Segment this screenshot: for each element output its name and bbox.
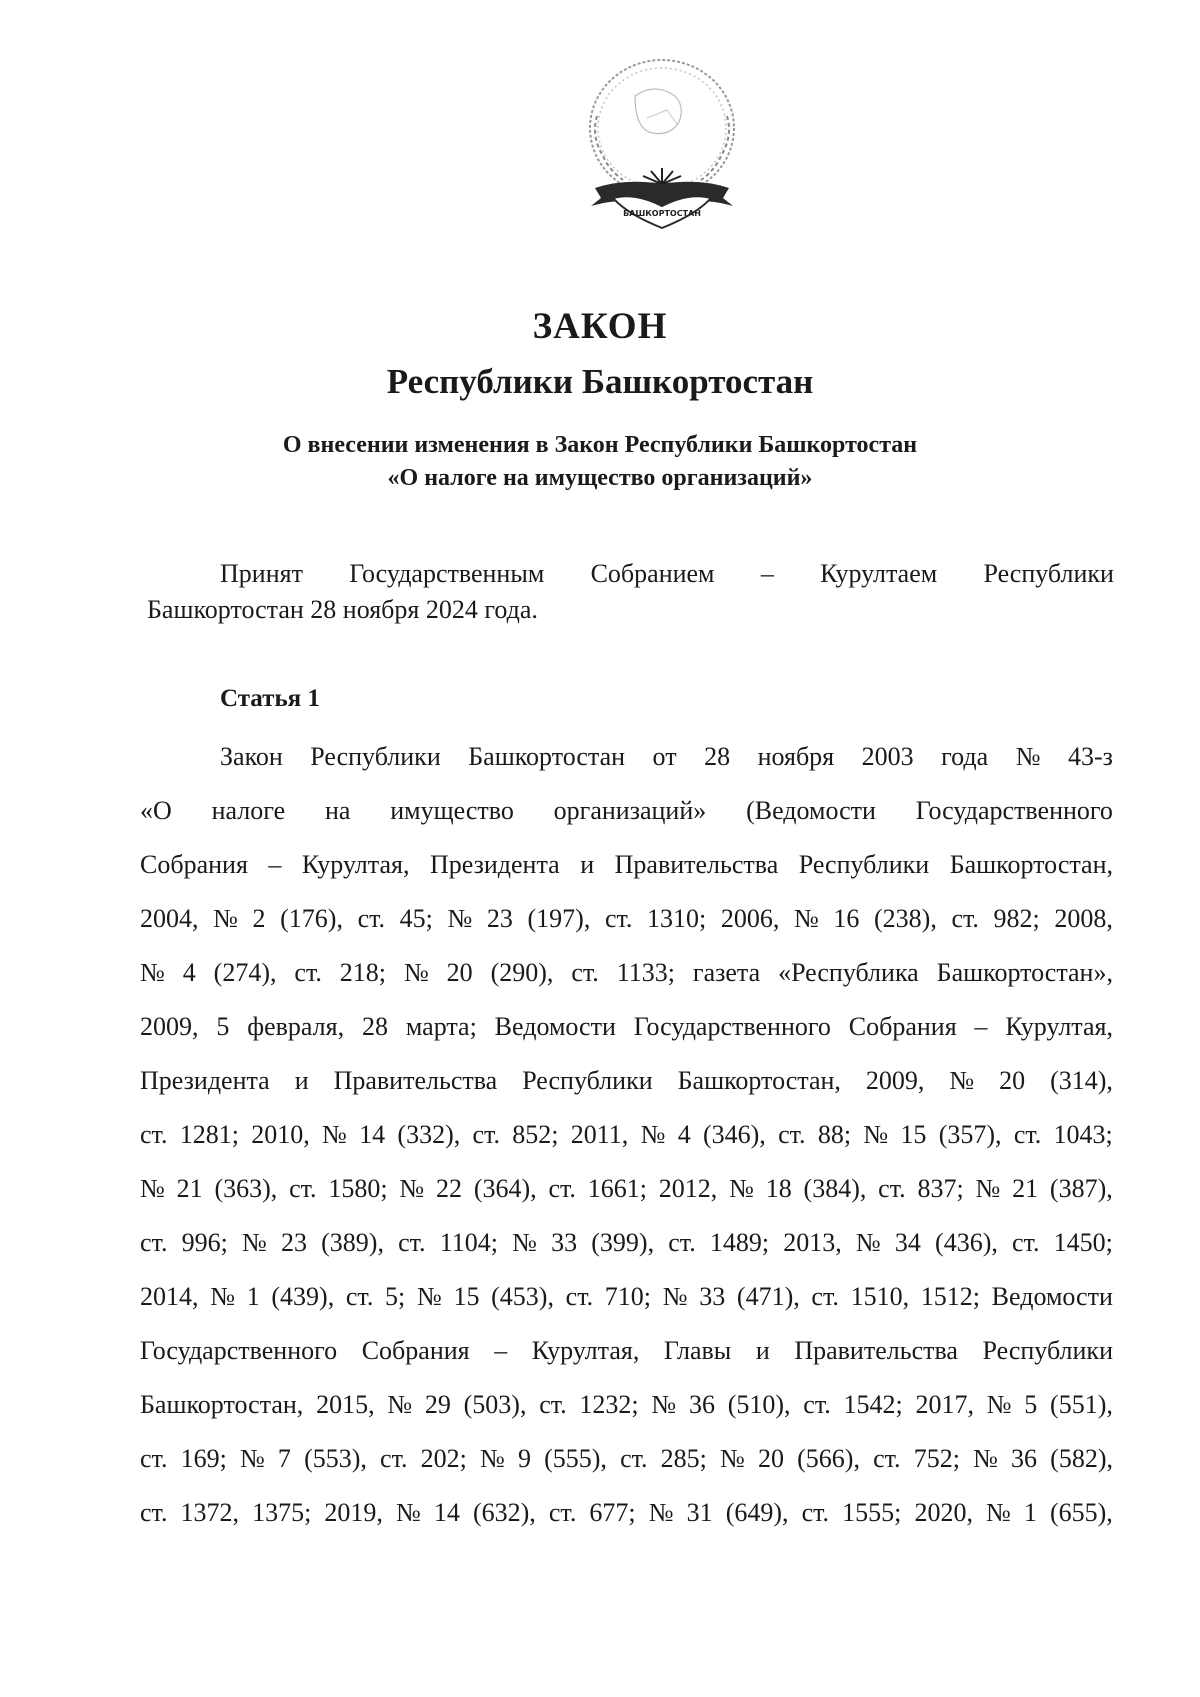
article-word: 28 xyxy=(362,1012,388,1041)
article-word: 36 xyxy=(688,1390,715,1419)
article-word: 1281; xyxy=(179,1120,239,1149)
article-word: 1489; xyxy=(709,1228,770,1257)
article-word: 36 xyxy=(1011,1444,1038,1473)
article-word: № xyxy=(403,958,429,987)
article-word: (510), xyxy=(727,1390,791,1419)
article-word: ст. xyxy=(398,1228,426,1257)
article-text-line xyxy=(140,784,1113,838)
article-word: налоге xyxy=(211,796,286,825)
article-word: 88; xyxy=(817,1120,852,1149)
article-word: ст. xyxy=(620,1444,648,1473)
article-word: Республики xyxy=(798,850,930,879)
article-word: 2010, xyxy=(251,1120,310,1149)
adoption-word: Курултаем xyxy=(820,559,938,588)
article-word: Собрания xyxy=(848,1012,957,1041)
article-word: (566), xyxy=(797,1444,860,1473)
article-word: № xyxy=(855,1228,881,1257)
adoption-word: Государственным xyxy=(349,559,545,588)
article-word: и xyxy=(580,850,595,879)
article-word: (384), xyxy=(803,1174,867,1203)
article-word: 43-з xyxy=(1068,742,1113,771)
article-word: Республики xyxy=(522,1066,653,1095)
article-word: 752; xyxy=(913,1444,960,1473)
article-word: февраля, xyxy=(247,1012,345,1041)
article-word: – xyxy=(268,850,282,879)
article-word: (655), xyxy=(1049,1498,1113,1527)
article-word: (649), xyxy=(725,1498,789,1527)
article-word: ст. xyxy=(1012,1228,1040,1257)
article-word: (389), xyxy=(321,1228,384,1257)
article-word: № xyxy=(242,1228,267,1257)
article-word: № xyxy=(648,1498,674,1527)
adoption-statement-line-1 xyxy=(147,556,1114,592)
article-word: 2006, xyxy=(720,904,780,933)
article-word: Собрания xyxy=(140,850,248,879)
article-word: 1232; xyxy=(579,1390,639,1419)
adoption-statement xyxy=(147,556,1114,628)
article-word: (274), xyxy=(213,958,277,987)
article-word: № xyxy=(416,1282,442,1311)
article-word: 2003 xyxy=(861,742,914,771)
article-word: № xyxy=(396,1498,421,1527)
article-word: № xyxy=(399,1174,425,1203)
article-word: ст. xyxy=(778,1120,806,1149)
article-word: (238), xyxy=(874,904,937,933)
article-word: (290), xyxy=(490,958,554,987)
article-word: и xyxy=(755,1336,770,1365)
article-word: 1133; xyxy=(616,958,675,987)
article-word: 837; xyxy=(917,1174,964,1203)
article-heading: Статья 1 xyxy=(220,685,320,712)
article-word: 1542; xyxy=(843,1390,903,1419)
article-word: 5 xyxy=(216,1012,230,1041)
article-word: 2012, xyxy=(658,1174,718,1203)
article-word: (555), xyxy=(544,1444,607,1473)
article-word: 852; xyxy=(512,1120,559,1149)
article-word: 1 xyxy=(246,1282,260,1311)
article-word: 2017, xyxy=(915,1390,974,1419)
adoption-word: Республики xyxy=(983,559,1114,588)
article-word: организаций» xyxy=(553,796,707,825)
article-word: 2013, xyxy=(783,1228,842,1257)
article-word: № xyxy=(975,1174,1001,1203)
article-word: (314), xyxy=(1050,1066,1113,1095)
article-word: (436), xyxy=(935,1228,998,1257)
article-word: 16 xyxy=(833,904,860,933)
article-word: ст. xyxy=(1013,1120,1042,1149)
article-word: (332), xyxy=(397,1120,461,1149)
article-word: Курултая, xyxy=(301,850,410,879)
article-word: 22 xyxy=(436,1174,463,1203)
article-word: № xyxy=(651,1390,677,1419)
article-body xyxy=(140,730,1113,1540)
article-word: 1372, xyxy=(180,1498,240,1527)
article-word: 1104; xyxy=(439,1228,498,1257)
article-word: «О xyxy=(140,796,172,825)
article-word: Курултая, xyxy=(531,1336,640,1365)
article-word: Башкортостан xyxy=(468,742,626,771)
article-word: 21 xyxy=(1012,1174,1039,1203)
article-word: № xyxy=(863,1120,889,1149)
article-word: (364), xyxy=(473,1174,537,1203)
article-word: 1555; xyxy=(842,1498,902,1527)
article-text-line xyxy=(140,1432,1113,1486)
article-word: 1512; xyxy=(920,1282,980,1311)
article-word: № xyxy=(480,1444,505,1473)
article-word: ст. xyxy=(539,1390,567,1419)
article-word: 710; xyxy=(604,1282,652,1311)
article-word: 1043; xyxy=(1053,1120,1113,1149)
article-word: на xyxy=(324,796,351,825)
article-word: 23 xyxy=(486,904,513,933)
article-word: (503), xyxy=(463,1390,527,1419)
article-word: № xyxy=(447,904,473,933)
article-word: 4 xyxy=(677,1120,691,1149)
article-text-line xyxy=(140,1162,1113,1216)
article-word: № xyxy=(793,904,819,933)
article-word: 996; xyxy=(181,1228,228,1257)
article-word: (453), xyxy=(491,1282,554,1311)
article-word: № xyxy=(1015,742,1041,771)
article-word: 169; xyxy=(180,1444,227,1473)
article-word: ст. xyxy=(565,1282,594,1311)
article-word: 285; xyxy=(660,1444,707,1473)
article-word: 14 xyxy=(433,1498,460,1527)
article-word: 677; xyxy=(589,1498,636,1527)
article-word: ст. xyxy=(803,1390,831,1419)
article-word: ст. xyxy=(289,1174,317,1203)
article-word: № xyxy=(662,1282,688,1311)
article-text-line xyxy=(140,1108,1113,1162)
article-word: (553), xyxy=(304,1444,367,1473)
article-word: и xyxy=(294,1066,309,1095)
article-word: ст. xyxy=(878,1174,906,1203)
article-word: ст. xyxy=(294,958,322,987)
article-word: ст. xyxy=(548,1498,577,1527)
article-word: 14 xyxy=(359,1120,386,1149)
article-word: ст. xyxy=(472,1120,500,1149)
article-word: 1 xyxy=(1023,1498,1037,1527)
article-word: № xyxy=(387,1390,413,1419)
article-word: (439), xyxy=(271,1282,335,1311)
article-word: 31 xyxy=(686,1498,713,1527)
article-word: Республики xyxy=(310,742,441,771)
article-word: Закон xyxy=(220,742,283,771)
article-text-line xyxy=(140,1216,1113,1270)
article-word: года xyxy=(941,742,989,771)
article-text-line xyxy=(140,946,1113,1000)
article-text-line xyxy=(140,1000,1113,1054)
article-word: № xyxy=(640,1120,666,1149)
article-word: Башкортостан, xyxy=(140,1390,304,1419)
article-word: 1661; xyxy=(587,1174,647,1203)
article-word: – xyxy=(494,1336,508,1365)
article-word: ст. xyxy=(801,1498,830,1527)
article-word: 9 xyxy=(517,1444,531,1473)
article-word: № xyxy=(986,1390,1012,1419)
article-word: ст. xyxy=(668,1228,696,1257)
article-word: (197), xyxy=(527,904,591,933)
article-word: Ведомости xyxy=(991,1282,1113,1311)
article-word: № xyxy=(949,1066,975,1095)
article-word: 5 xyxy=(1024,1390,1038,1419)
article-word: (582), xyxy=(1050,1444,1113,1473)
article-text-line xyxy=(140,1324,1113,1378)
article-word: 1510, xyxy=(850,1282,910,1311)
article-word: 4 xyxy=(182,958,196,987)
article-word: 202; xyxy=(420,1444,467,1473)
article-word: 18 xyxy=(765,1174,792,1203)
article-word: Государственного xyxy=(915,796,1113,825)
adoption-word: Принят xyxy=(220,559,303,588)
article-word: ст. xyxy=(604,904,633,933)
document-title: ЗАКОН xyxy=(532,306,668,347)
article-word: ст. xyxy=(571,958,599,987)
article-word: Курултая, xyxy=(1005,1012,1113,1041)
article-word: (551), xyxy=(1050,1390,1113,1419)
article-word: – xyxy=(974,1012,988,1041)
article-word: марта; xyxy=(405,1012,477,1041)
article-word: ст. xyxy=(873,1444,901,1473)
adoption-word: Собранием xyxy=(590,559,715,588)
article-word: 1310; xyxy=(647,904,707,933)
article-word: 2008, xyxy=(1054,904,1113,933)
article-word: № xyxy=(140,958,165,987)
article-word: 33 xyxy=(699,1282,726,1311)
article-word: (363), xyxy=(214,1174,278,1203)
article-word: Ведомости xyxy=(494,1012,616,1041)
article-word: 20 xyxy=(999,1066,1026,1095)
article-word: 1375; xyxy=(252,1498,312,1527)
article-word: ст. xyxy=(140,1120,168,1149)
article-word: Правительства xyxy=(333,1066,498,1095)
article-word: ноября xyxy=(757,742,835,771)
article-word: 982; xyxy=(993,904,1040,933)
article-word: 218; xyxy=(339,958,387,987)
article-word: «Республика xyxy=(778,958,919,987)
article-word: Собрания xyxy=(361,1336,470,1365)
article-word: № xyxy=(213,904,238,933)
article-word: ст. xyxy=(140,1498,168,1527)
article-text-line xyxy=(140,1486,1113,1540)
article-word: ст. xyxy=(548,1174,576,1203)
article-word: № xyxy=(140,1174,165,1203)
article-word: (471), xyxy=(736,1282,800,1311)
bashkortostan-coat-of-arms-icon xyxy=(575,56,750,251)
article-word: 2011, xyxy=(570,1120,629,1149)
article-word: № xyxy=(986,1498,1011,1527)
article-word: 15 xyxy=(453,1282,480,1311)
article-word: имущество xyxy=(390,796,514,825)
article-word: 21 xyxy=(176,1174,203,1203)
article-word: № xyxy=(239,1444,265,1473)
article-word: от xyxy=(652,742,677,771)
article-word: (387), xyxy=(1049,1174,1113,1203)
article-text-line xyxy=(140,892,1113,946)
article-word: 2020, xyxy=(914,1498,973,1527)
article-word: ст. xyxy=(140,1228,168,1257)
article-word: № xyxy=(973,1444,998,1473)
article-word: 34 xyxy=(894,1228,921,1257)
article-word: 2009, xyxy=(865,1066,925,1095)
article-word: ст. xyxy=(811,1282,839,1311)
article-word: газета xyxy=(692,958,761,987)
adoption-word: – xyxy=(760,559,774,588)
article-word: Президента xyxy=(429,850,560,879)
article-word: № xyxy=(512,1228,537,1257)
article-word: Республики xyxy=(982,1336,1113,1365)
article-word: Башкортостан, xyxy=(677,1066,841,1095)
article-word: № xyxy=(210,1282,235,1311)
article-word: Правительства xyxy=(614,850,779,879)
article-word: ст. xyxy=(951,904,979,933)
article-word: 1450; xyxy=(1053,1228,1113,1257)
article-word: № xyxy=(729,1174,754,1203)
article-word: 2019, xyxy=(324,1498,383,1527)
article-word: 1580; xyxy=(328,1174,388,1203)
article-word: 28 xyxy=(704,742,731,771)
article-word: 33 xyxy=(551,1228,578,1257)
article-word: ст. xyxy=(140,1444,168,1473)
article-word: № xyxy=(720,1444,745,1473)
article-word: (176), xyxy=(280,904,343,933)
article-word: 5; xyxy=(385,1282,406,1311)
adoption-statement-line-2: Башкортостан 28 ноября 2024 года. xyxy=(147,595,538,624)
article-text-line xyxy=(140,1054,1113,1108)
article-word: ст. xyxy=(380,1444,408,1473)
article-word: 15 xyxy=(900,1120,927,1149)
law-subject-line-1: О внесении изменения в Закон Республики Башкортостан xyxy=(282,432,918,458)
article-text-line xyxy=(140,1270,1113,1324)
article-word: Башкортостан», xyxy=(936,958,1113,987)
article-word: (Ведомости xyxy=(746,796,876,825)
law-subject-line-2: «О налоге на имущество организаций» xyxy=(387,465,813,491)
article-text-line xyxy=(140,730,1113,784)
article-word: 2015, xyxy=(316,1390,375,1419)
article-word: Президента xyxy=(140,1066,270,1095)
article-word: 20 xyxy=(446,958,473,987)
article-word: 7 xyxy=(277,1444,291,1473)
article-word: 2014, xyxy=(140,1282,199,1311)
article-word: ст. xyxy=(357,904,386,933)
article-word: 2004, xyxy=(140,904,199,933)
article-word: 23 xyxy=(280,1228,307,1257)
article-word: (632), xyxy=(472,1498,536,1527)
article-word: ст. xyxy=(345,1282,374,1311)
article-text-line xyxy=(140,838,1113,892)
document-subtitle: Республики Башкортостан xyxy=(386,362,814,401)
article-word: (346), xyxy=(702,1120,766,1149)
article-word: № xyxy=(322,1120,347,1149)
article-word: Государственного xyxy=(140,1336,338,1365)
article-word: (357), xyxy=(938,1120,1002,1149)
article-word: (399), xyxy=(591,1228,655,1257)
article-word: Правительства xyxy=(794,1336,958,1365)
article-text-line xyxy=(140,1378,1113,1432)
article-word: 29 xyxy=(424,1390,451,1419)
emblem-ribbon-text: БАШКОРТОСТАН xyxy=(623,209,701,218)
article-word: 45; xyxy=(399,904,433,933)
law-subject xyxy=(0,429,1200,495)
article-word: Государственного xyxy=(633,1012,831,1041)
article-word: 2 xyxy=(252,904,266,933)
article-word: 20 xyxy=(757,1444,784,1473)
article-word: Башкортостан, xyxy=(949,850,1113,879)
article-word: 2009, xyxy=(140,1012,199,1041)
article-word: Главы xyxy=(663,1336,732,1365)
